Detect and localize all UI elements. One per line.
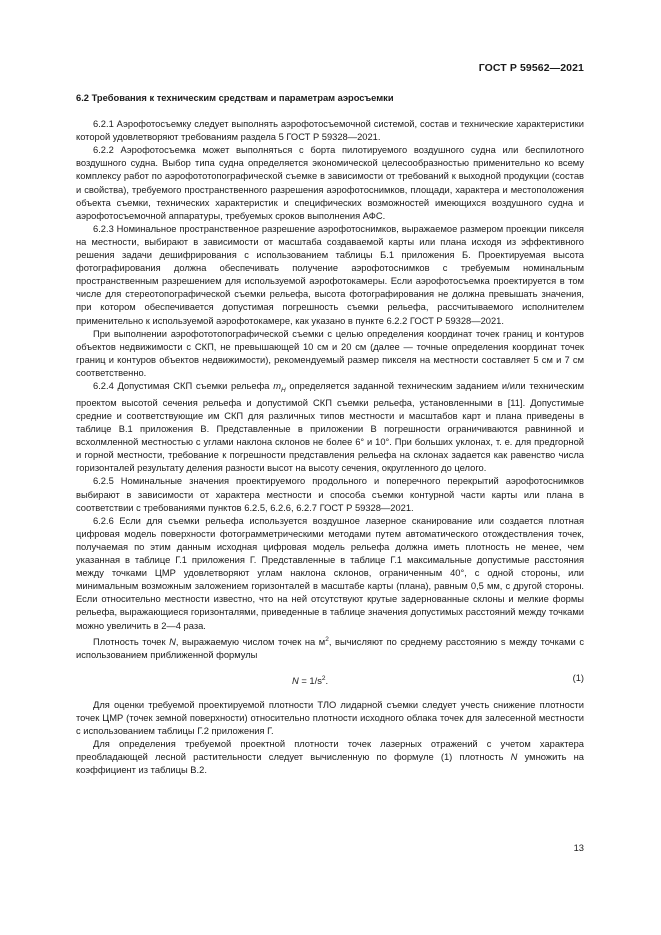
formula-number: (1) [572,672,584,683]
subscript-h: H [280,386,286,394]
page-content [76,92,584,777]
formula-mid: = 1/s [298,676,322,687]
paragraph-density [76,633,584,662]
variable-m: m [273,380,281,391]
formula-superscript: 2 [321,674,326,682]
paragraph-forest-coefficient [76,738,584,777]
paragraph-6-2-3: 6.2.3 Номинальное пространственное разрешение аэрофотоснимков, выражаемое размером проекции пикселя на местности, выбирают в зависимости от масштаба создаваемой карты или плана исходя из эффективного решения задачи дешифрирования с использованием таблицы Б.1 приложения Б. Проектируемая высота фотографирования должна обеспечивать получение аэрофотоснимков с требуемым номинальным пространственным разрешением для используемой аэрофотокамеры. Если аэрофотосъемка проектируется в том числе для стереотопографической съемки рельефа, высота фотографирования не должна превышать значения, при котором обеспечивается допустимая погрешность съемки рельефа, рассчитываемого исполнителем применительно к используемой аэрофотокамере, как указано в пункте 6.2.2 ГОСТ Р 59328—2021. [76,223,584,326]
paragraph-6-2-2: 6.2.2 Аэрофотосъемка может выполняться с борта пилотируемого воздушного судна или беспилотного воздушного судна. Выбор типа судна определяется экономической целесообразностью применительно ко всему комплексу работ по аэрофототопографической съемке в зависимости от требований к выходной продукции (состав и свойства), требуемого пространственного разрешения аэрофотоснимков, площади, характера и местоположения объекта съемки, технических характеристик и специфических возможностей имеющихся воздушного судна и аэрофотосъемочной аппаратуры, требуемых сроков выполнения АФС. [76,145,584,221]
variable-n-2: N [510,752,518,763]
page-number: 13 [573,843,584,853]
formula-block [76,672,584,685]
paragraph-6-2-6: 6.2.6 Если для съемки рельефа используется воздушное лазерное сканирование или создается плотная цифровая модель поверхности фотограмметрическими методами путем автоматического отождествления точек, получаемая по этим данным исходная цифровая модель рельефа должна иметь плотность не менее, чем указанная в таблице Г.1 приложения Г. Представленные в таблице Г.1 максимальные допустимые расстояния между точками ЦМР удовлетворяют углам наклона склонов, ограниченным 40°, с одной стороны, или минимальным возможным заложением горизонталей в масштабе карты (плана), равным 0,5 мм, с другой стороны. Если относительно местности известно, что на ней отсутствуют крутые задернованные склоны и мелкие формы рельефа, выражающиеся горизонталями, приведенные в таблице значения допустимых расстояний между точками можно увеличить в 2—4 раза. [76,515,584,631]
paragraph-pixel-size: При выполнении аэрофототопографической съемки с целью определения координат точек границ и контуров объектов недвижимости с СКП, не превышающей 10 см и 20 см (далее — точные определения координат точек границ и контуров объектов недвижимости), рекомендуемый размер пикселя на местности составляет 5 см и 7 см соответственно. [76,328,584,378]
density-text-end: , вычисляют по среднему расстоянию s между точками с использованием приближенной формулы [76,636,584,660]
density-text-start: Плотность точек [93,636,170,647]
standard-designation: ГОСТ Р 59562—2021 [478,62,584,74]
forest-text-start: Для определения требуемой проектной плотности точек лазерных отражений с учетом характера преобладающей лесной растительности следует вычисленную по формуле (1) плотность [76,739,584,763]
formula [292,672,328,688]
forest-text-end: умножить на коэффициент из таблицы В.2. [76,752,584,776]
paragraph-6-2-4-start: 6.2.4 Допустимая СКП съемки рельефа [93,380,274,391]
paragraph-6-2-4-rest: определяется заданной техническим заданием и/или техническим проектом высотой сечения рельефа и допустимой СКП съемки рельефа, установленными в [11]. Допустимые средние и соответствующие им СКП для различных типов местности и масштабов карт и плана приведены в таблице В.1 приложения В. Представленные в приложении В погрешности ограничиваются равнинной и всхолмленной местностью с углами наклона склонов не более 6° и 10°. При больших уклонах, т. е. для предгорной и горной местности, требование к погрешности представления рельефа на склонах задается как равенство числа горизонталей результату деления разности высот на высоту сечения, округленного до целого. [76,380,584,474]
paragraph-6-2-1: 6.2.1 Аэрофотосъемку следует выполнять аэрофотосъемочной системой, состав и технические характеристики которой удовлетворяют требованиям раздела 5 ГОСТ Р 59328—2021. [76,119,584,143]
section-heading: 6.2 Требования к техническим средствам и параметрам аэросъемки [76,93,394,103]
paragraph-lidar-density: Для оценки требуемой проектируемой плотности ТЛО лидарной съемки следует учесть снижение плотности точек ЦМР (точек земной поверхности) относительно плотности исходного облака точек для залесенной местности с использованием таблицы Г.2 приложения Г. [76,699,584,737]
superscript-2: 2 [325,635,329,643]
density-text-mid: , выражаемую числом точек на м [175,636,326,647]
formula-lhs: N [292,676,299,687]
paragraph-6-2-4 [76,380,584,476]
paragraph-6-2-5: 6.2.5 Номинальные значения проектируемого продольного и поперечного перекрытий аэрофотоснимков выбирают в зависимости от характера местности и способа съемки контурной части карты или плана в соответствии с требованиями пунктов 6.2.5, 6.2.6, 6.2.7 ГОСТ Р 59328—2021. [76,476,584,513]
variable-n: N [169,636,176,647]
formula-end: . [325,676,329,687]
